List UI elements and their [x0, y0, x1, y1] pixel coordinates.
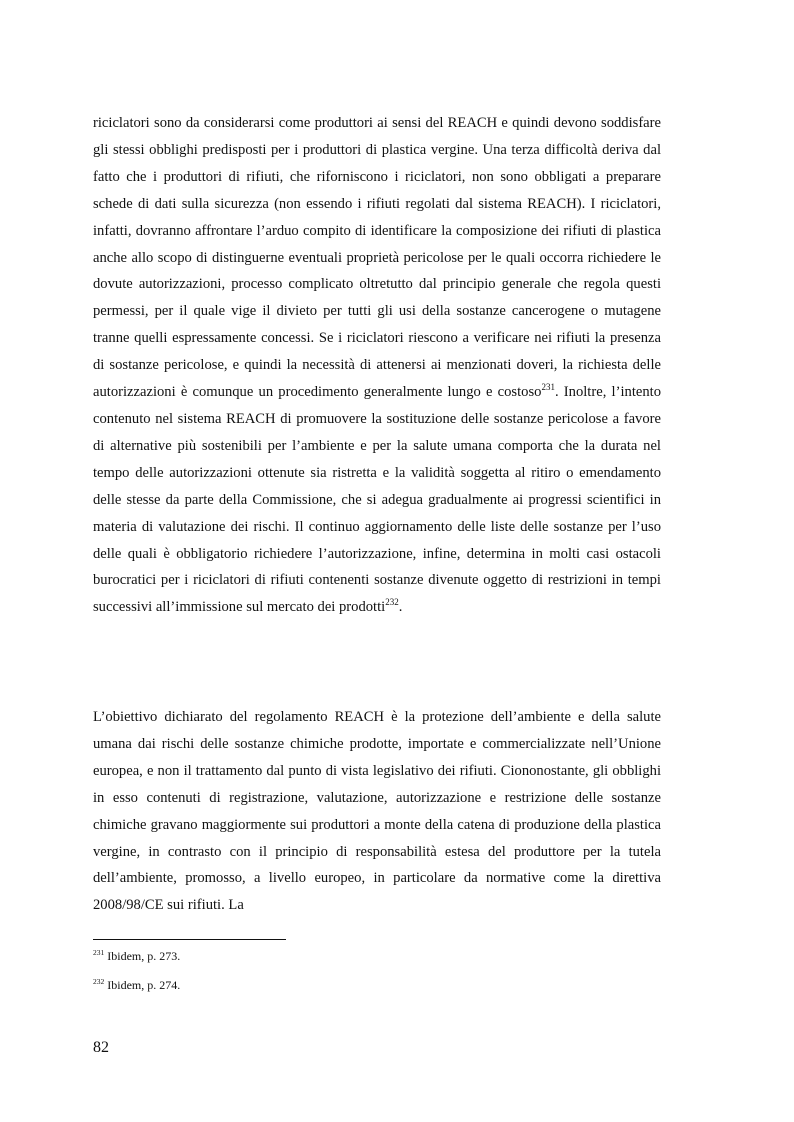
- page-number: 82: [93, 1039, 109, 1056]
- footnote-number: 231: [93, 948, 105, 957]
- footnote-231: [93, 948, 180, 964]
- footnote-number: 232: [93, 977, 105, 986]
- footnote-text: Ibidem, p. 273.: [107, 949, 181, 963]
- body-paragraph-1: [93, 110, 661, 621]
- body-paragraph-2: [93, 704, 661, 919]
- footnote-232: [93, 977, 180, 993]
- footnote-separator: [93, 939, 286, 940]
- paragraph-text: . Inoltre, l’intento contenuto nel sistema REACH di promuovere la sostituzione delle sostanze pericolose a favore di alternative più sostenibili per l’ambiente e per la salute umana comporta che la durata nel tempo delle autorizzazioni ottenute sia ristretta e la validità soggetta al ritiro o emendamento delle stesse da parte della Commissione, che si adegua gradualmente ai progressi scientifici in materia di valutazione dei rischi. Il continuo aggiornamento delle liste delle sostanze per l’uso delle quali è obbligatorio richiedere l’autorizzazione, infine, determina in molti casi ostacoli burocratici per i riciclatori di rifiuti contenenti sostanze divenute oggetto di restrizioni in tempi successivi all’immissione sul mercato dei prodotti: [93, 384, 661, 616]
- footnote-text: Ibidem, p. 274.: [107, 978, 181, 992]
- paragraph-text: riciclatori sono da considerarsi come produttori ai sensi del REACH e quindi devono soddisfare gli stessi obblighi predisposti per i produttori di plastica vergine. Una terza difficoltà deriva dal fatto che i produttori di rifiuti, che riforniscono i riciclatori, non sono obbligati a preparare schede di dati sulla sicurezza (non essendo i rifiuti regolati dal sistema REACH). I riciclatori, infatti, dovranno affrontare l’arduo compito di identificare la composizione dei rifiuti di plastica anche allo scopo di distinguerne eventuali proprietà pericolose per le quali occorra richiedere le dovute autorizzazioni, processo complicato oltretutto dal principio generale che regola questi permessi, per il quale vige il divieto per tutti gli usi della sostanze cancerogene o mutagene tranne quelli espressamente concessi. Se i riciclatori riescono a verificare nei rifiuti la presenza di sostanze pericolose, e quindi la necessità di attenersi ai menzionati doveri, la richiesta delle autorizzazioni è comunque un procedimento generalmente lungo e costoso: [93, 115, 661, 401]
- footnote-reference-231: 231: [541, 382, 555, 393]
- paragraph-text: L’obiettivo dichiarato del regolamento REACH è la protezione dell’ambiente e della salute umana dai rischi delle sostanze chimiche prodotte, importate e commercializzate nell’Unione europea, e non il trattamento dal punto di vista legislativo dei rifiuti. Ciononostante, gli obblighi in esso contenuti di registrazione, valutazione, autorizzazione e restrizione delle sostanze chimiche gravano maggiormente sui produttori a monte della catena di produzione della plastica vergine, in contrasto con il principio di responsabilità estesa del produttore per la tutela dell’ambiente, promosso, a livello europeo, in particolare da normative come la direttiva 2008/98/CE sui rifiuti. La: [93, 709, 661, 914]
- footnote-reference-232: 232: [385, 597, 399, 608]
- paragraph-text: .: [398, 599, 403, 616]
